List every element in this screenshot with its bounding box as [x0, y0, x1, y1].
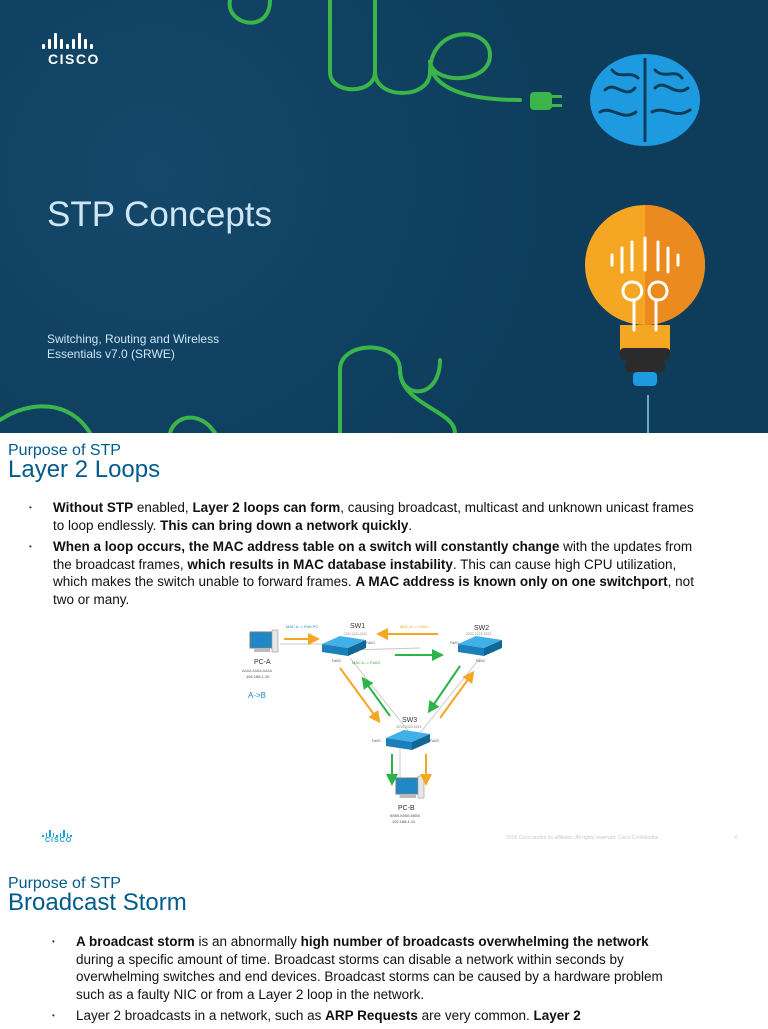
note-sw1-bottom: MAC A -> Fa0/2 — [352, 660, 381, 665]
port-label: Fa0/2 — [332, 659, 341, 663]
presentation-subtitle: Switching, Routing and Wireless Essentials v7.0 (SRWE) — [47, 332, 220, 361]
lightbulb-icon — [585, 205, 705, 386]
switch-sw3-icon — [386, 730, 430, 750]
sw3-mac: 3333.3333.3333 — [396, 725, 422, 729]
switch-sw1-icon — [322, 636, 366, 656]
bullet-item — [29, 499, 703, 534]
cisco-logo-bars-icon — [42, 33, 110, 49]
title-slide — [0, 0, 768, 433]
bullet-dot-icon: • — [52, 937, 55, 946]
port-label: Fa0/2 — [430, 739, 439, 743]
loop-diagram — [240, 618, 520, 850]
bullet-list — [52, 933, 688, 1029]
sw1-mac: 1111.1111.1111 — [344, 632, 367, 636]
bullet-list — [29, 499, 703, 612]
bullet-text: . — [408, 517, 413, 533]
cisco-logo-text: CISCO — [45, 837, 73, 844]
bullet-emphasis: Without STP — [53, 500, 134, 515]
bullet-emphasis: A broadcast storm — [76, 934, 195, 949]
bullet-emphasis: ARP Requests — [325, 1008, 418, 1023]
orange-arrow — [440, 674, 472, 718]
bullet-dot-icon: • — [29, 542, 32, 551]
pc-a-ip: 192.168.1.10 — [246, 674, 270, 679]
bullet-emphasis: This can bring down a network quickly — [160, 517, 409, 533]
port-label: Fa0/1 — [450, 641, 459, 645]
plug-icon — [530, 92, 552, 110]
note-sw1-top: MAC A -> Port PC — [286, 624, 319, 629]
orange-arrow — [340, 668, 378, 720]
note-sw2-top: MAC A -> Fa0/1 — [400, 624, 429, 629]
bullet-emphasis: When a loop occurs, the MAC address table on a switch will constantly change — [53, 539, 560, 554]
bullet-dot-icon: • — [29, 503, 32, 512]
pc-a-mac: AAAA.AAAA.AAAA — [242, 669, 272, 673]
bullet-emphasis: A MAC address is known only on one switchport — [355, 574, 668, 589]
bullet-text: during a specific amount of time. Broadcast storms can disable a network within seconds by overwhelming switches and end devices. Broadcast storms can be caused by a hardware problem such as a faulty NIC or from a Layer 2 loop in the network. — [76, 951, 663, 1002]
page-number: 6 — [735, 835, 738, 841]
slide-title: Layer 2 Loops — [8, 456, 161, 483]
bullet-text: are very common. — [417, 1008, 534, 1023]
brain-icon — [590, 54, 700, 146]
bullet-text: , causing broadcast, multicast and unknown unicast frames to loop endlessly. — [53, 500, 694, 533]
sw3-label: SW3 — [402, 717, 418, 724]
section-kicker: Purpose of STP — [8, 442, 121, 459]
bullet-dot-icon: • — [52, 1011, 55, 1020]
bullet-text: with the updates from the broadcast frames, — [53, 539, 693, 572]
bullet-text: enabled, — [133, 500, 193, 515]
bullet-item — [52, 933, 688, 1003]
port-label: Fa0/2 — [476, 659, 485, 663]
cisco-logo-bars-icon — [42, 830, 72, 837]
slide-title: Broadcast Storm — [8, 889, 187, 916]
bullet-item — [52, 1007, 688, 1025]
presentation-title: STP Concepts — [47, 195, 273, 234]
bullet-emphasis: Layer 2 — [533, 1008, 581, 1023]
cisco-logo-text: CISCO — [48, 51, 100, 67]
sw1-label: SW1 — [350, 623, 366, 630]
slide-broadcast-storm — [0, 868, 768, 1024]
bullet-text: is an abnormally — [194, 934, 301, 949]
pc-b-ip: 192.168.1.11 — [392, 819, 416, 824]
pc-a-label: PC-A — [254, 659, 271, 666]
sw2-label: SW2 — [474, 625, 490, 632]
section-kicker: Purpose of STP — [8, 875, 121, 892]
pc-b-label: PC-B — [398, 805, 415, 812]
bullet-emphasis: high number of broadcasts overwhelming the network — [300, 934, 649, 949]
port-label: Fa0/1 — [366, 641, 375, 645]
cisco-logo — [40, 33, 110, 69]
flow-label: A->B — [248, 691, 267, 700]
port-label: Fa0/1 — [372, 739, 381, 743]
pc-b-mac: BBBB.BBBB.BBBB — [390, 814, 420, 818]
bullet-text: Layer 2 broadcasts in a network, such as — [76, 1008, 326, 1023]
sw2-mac: 2222.2222.2222 — [466, 632, 492, 636]
switch-sw2-icon — [458, 636, 502, 656]
bullet-text: . This can cause high CPU utilization, which makes the switch unable to forward frames. — [53, 556, 677, 589]
bullet-item — [29, 538, 703, 608]
footer-copyright: 2016 Cisco and/or its affiliates. All rights reserved. Cisco Confidential — [506, 835, 659, 841]
bullet-text: , not two or many. — [53, 574, 694, 607]
slide-layer2-loops — [0, 433, 768, 861]
pc-a-icon — [250, 630, 278, 652]
bullet-emphasis: which results in MAC database instability — [187, 556, 453, 572]
green-arrow — [364, 680, 390, 716]
cisco-footer-logo — [42, 830, 72, 844]
bullet-emphasis: Layer 2 loops can form — [192, 500, 341, 515]
